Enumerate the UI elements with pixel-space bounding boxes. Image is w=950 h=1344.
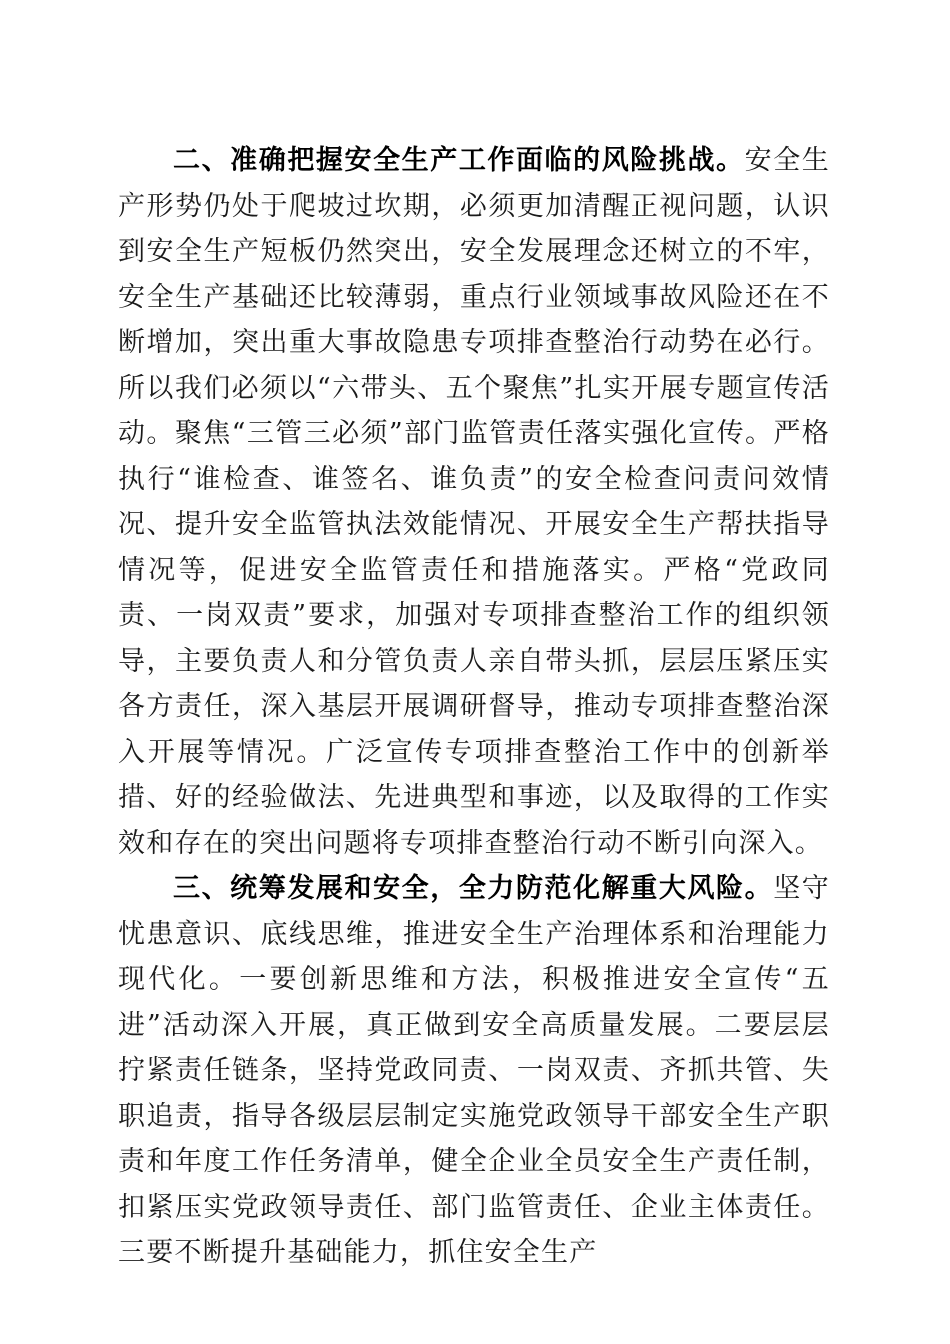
paragraph-section-3	[118, 866, 830, 1276]
section-body-3: 坚守忧患意识、底线思维，推进安全生产治理体系和治理能力现代化。一要创新思维和方法，积极推进安全宣传“五进”活动深入开展，真正做到安全高质量发展。二要层层拧紧责任链条，坚持党政同责、一岗双责、齐抓共管、失职追责，指导各级层层制定实施党政领导干部安全生产职责和年度工作任务清单，健全企业全员安全生产责任制，扣紧压实党政领导责任、部门监管责任、企业主体责任。三要不断提升基础能力，抓住安全生产	[118, 873, 831, 1268]
section-heading-2: 二、准确把握安全生产工作面临的风险挑战。	[173, 145, 745, 176]
document-page	[118, 138, 830, 1276]
section-body-2: 安全生产形势仍处于爬坡过坎期，必须更加清醒正视问题，认识到安全生产短板仍然突出，安全发展理念还树立的不牢，安全生产基础还比较薄弱，重点行业领域事故风险还在不断增加，突出重大事故隐患专项排查整治行动势在必行。所以我们必须以“六带头、五个聚焦”扎实开展专题宣传活动。聚焦“三管三必须”部门监管责任落实强化宣传。严格执行“谁检查、谁签名、谁负责”的安全检查问责问效情况、提升安全监管执法效能情况、开展安全生产帮扶指导情况等，促进安全监管责任和措施落实。严格“党政同责、一岗双责”要求，加强对专项排查整治工作的组织领导，主要负责人和分管负责人亲自带头抓，层层压紧压实各方责任，深入基层开展调研督导，推动专项排查整治深入开展等情况。广泛宣传专项排查整治工作中的创新举措、好的经验做法、先进典型和事迹，以及取得的工作实效和存在的突出问题将专项排查整治行动不断引向深入。	[118, 145, 831, 859]
section-heading-3: 三、统筹发展和安全，全力防范化解重大风险。	[173, 873, 774, 904]
paragraph-section-2	[118, 138, 830, 866]
